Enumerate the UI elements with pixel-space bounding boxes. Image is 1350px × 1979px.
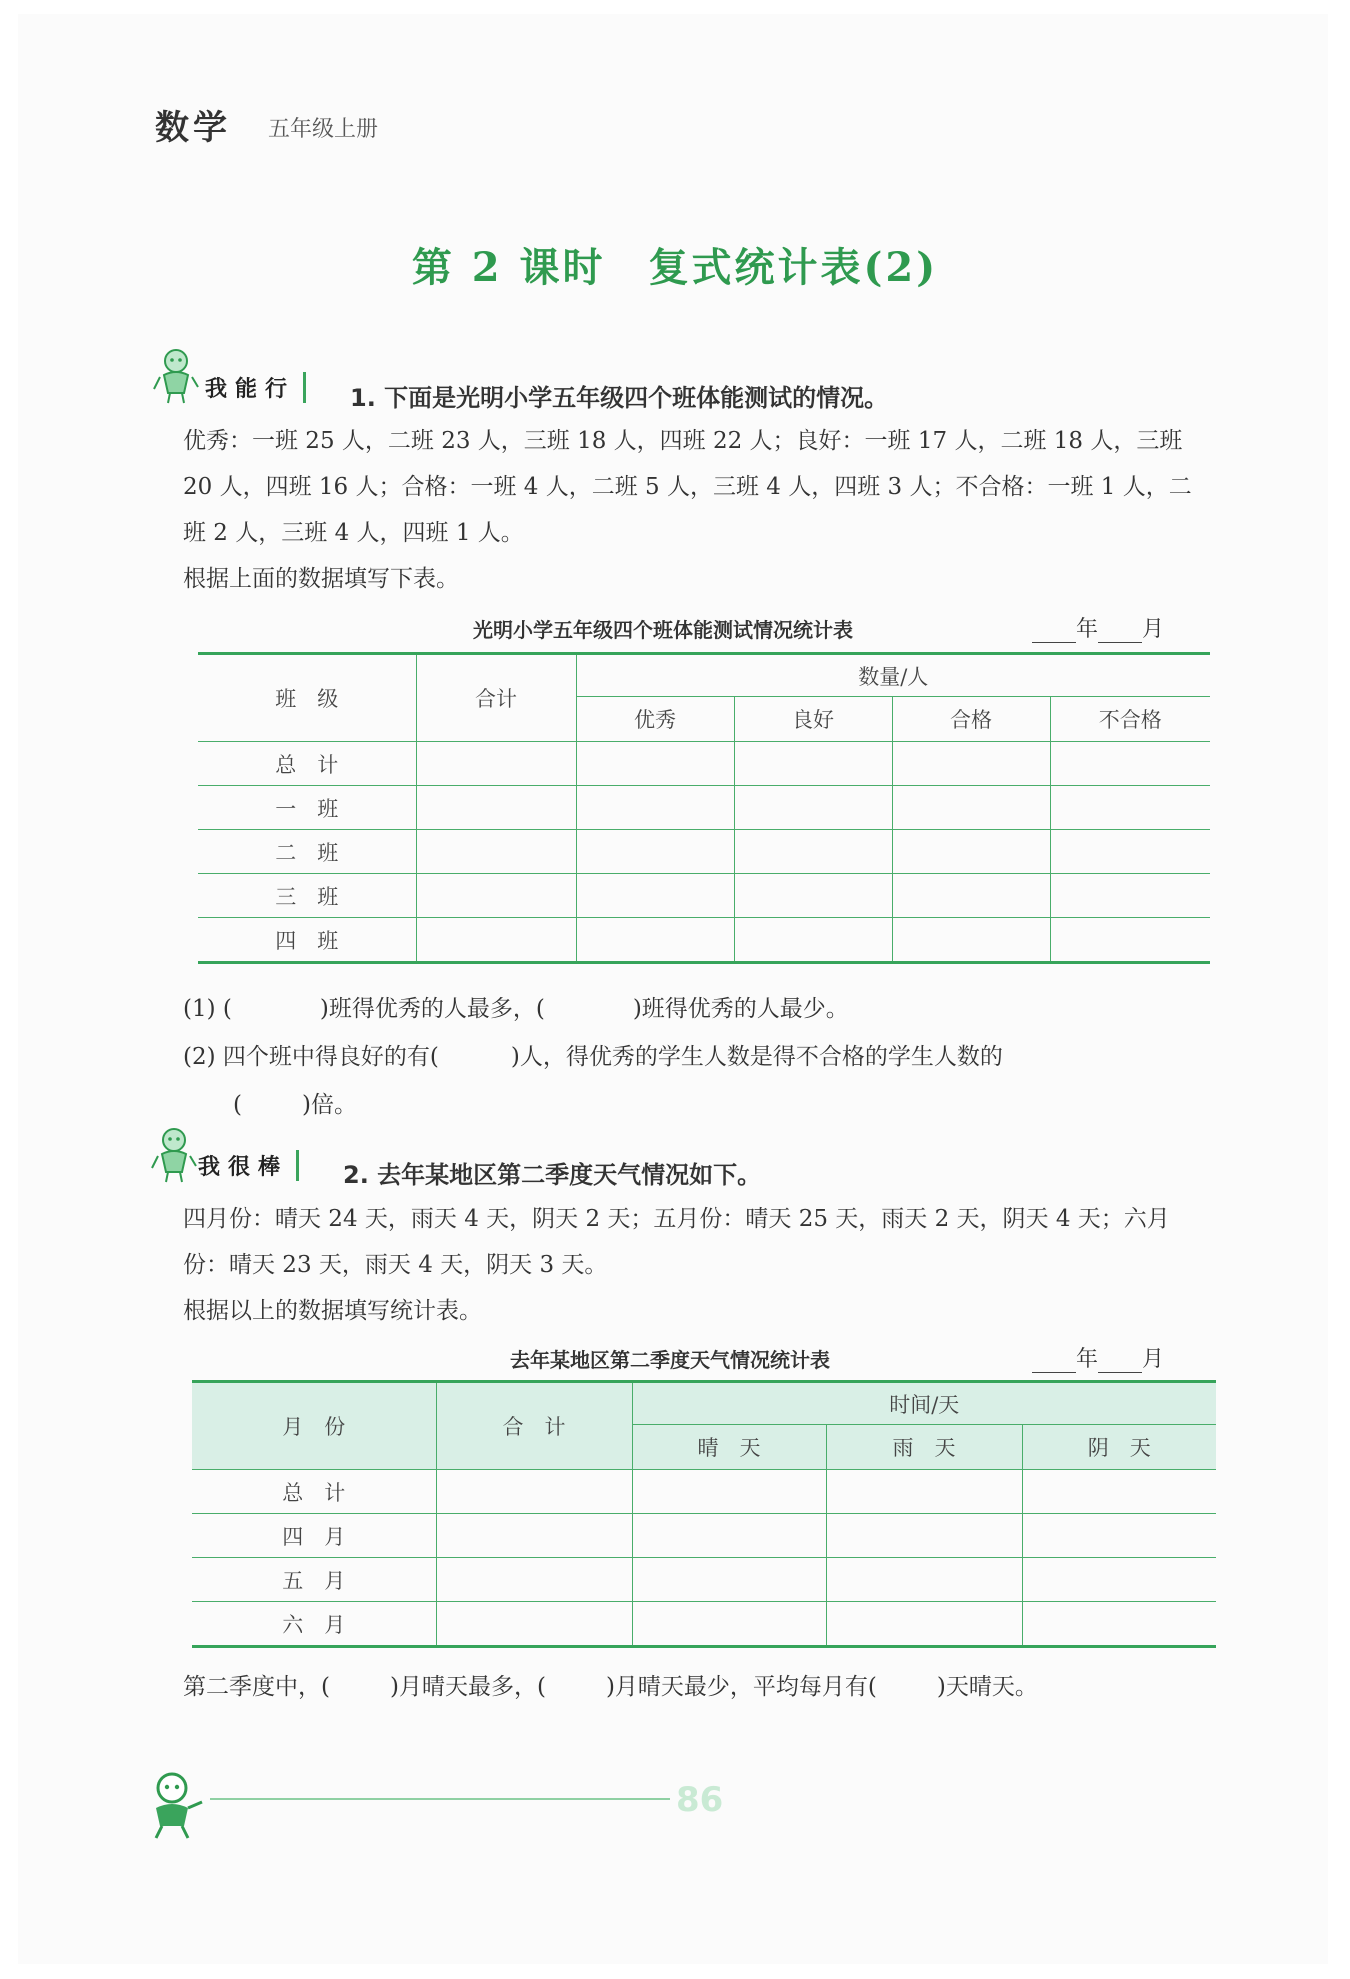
table-1-date xyxy=(1032,612,1164,643)
year-label: 年 xyxy=(1076,1347,1099,1372)
question-2 xyxy=(343,1155,761,1190)
fill-cell[interactable] xyxy=(416,830,576,874)
fill-part-d: )天晴天。 xyxy=(936,1674,1038,1700)
lesson-title: 第 2 课时 复式统计表(2) xyxy=(411,244,939,291)
fill-cell[interactable] xyxy=(826,1602,1022,1647)
fill-cell[interactable] xyxy=(1050,830,1210,874)
sq2-part-c: ( xyxy=(233,1092,242,1118)
fill-in-sentence xyxy=(183,1664,1233,1710)
fill-cell[interactable] xyxy=(1050,874,1210,918)
fill-part-a: 第二季度中，( xyxy=(183,1674,330,1700)
header-excellent: 优秀 xyxy=(576,697,734,742)
question-1 xyxy=(350,378,888,413)
table-2-date xyxy=(1032,1342,1164,1373)
row-label-may: 五 月 xyxy=(192,1558,436,1602)
row-label-class-4: 四 班 xyxy=(198,918,416,963)
mascot-icon xyxy=(148,1124,200,1184)
row-label-class-3: 三 班 xyxy=(198,874,416,918)
header-fail: 不合格 xyxy=(1050,697,1210,742)
fill-cell[interactable] xyxy=(436,1470,632,1514)
footer-rule xyxy=(210,1798,670,1800)
fill-cell[interactable] xyxy=(892,830,1050,874)
fill-cell[interactable] xyxy=(436,1514,632,1558)
header-total: 合计 xyxy=(416,654,576,742)
header-cloudy: 阴 天 xyxy=(1022,1425,1216,1470)
fill-cell[interactable] xyxy=(416,786,576,830)
q1-line-3: 班 2 人，三班 4 人，四班 1 人。 xyxy=(183,520,524,546)
table-1 xyxy=(198,652,1210,964)
fill-cell[interactable] xyxy=(632,1558,826,1602)
fill-cell[interactable] xyxy=(1022,1602,1216,1647)
fill-cell[interactable] xyxy=(632,1514,826,1558)
fill-cell[interactable] xyxy=(892,742,1050,786)
table-2-caption: 去年某地区第二季度天气情况统计表 xyxy=(510,1348,830,1372)
row-label-april: 四 月 xyxy=(192,1514,436,1558)
fill-part-c: )月晴天最少，平均每月有( xyxy=(605,1674,877,1700)
question-1-text: 1. 下面是光明小学五年级四个班体能测试的情况。 xyxy=(350,384,889,412)
row-label-total: 总 计 xyxy=(198,742,416,786)
q1-line-2: 20 人，四班 16 人；合格：一班 4 人，二班 5 人，三班 4 人，四班 3 人；不合格：一班 1 人，二 xyxy=(183,474,1192,500)
question-2-text: 2. 去年某地区第二季度天气情况如下。 xyxy=(343,1161,762,1189)
sub-question-2-cont xyxy=(233,1082,1283,1128)
header-class: 班 级 xyxy=(198,654,416,742)
header-rainy: 雨 天 xyxy=(826,1425,1022,1470)
header-quantity: 数量/人 xyxy=(576,654,1210,697)
header-pass: 合格 xyxy=(892,697,1050,742)
footer-mascot-icon xyxy=(142,1768,208,1840)
fill-cell[interactable] xyxy=(576,742,734,786)
table-row xyxy=(198,918,1210,963)
header-sunny: 晴 天 xyxy=(632,1425,826,1470)
header-grade: 五年级上册 xyxy=(268,117,379,142)
fill-cell[interactable] xyxy=(436,1558,632,1602)
year-blank[interactable] xyxy=(1032,1354,1076,1373)
fill-cell[interactable] xyxy=(1022,1558,1216,1602)
fill-cell[interactable] xyxy=(632,1470,826,1514)
month-blank[interactable] xyxy=(1098,624,1142,643)
fill-cell[interactable] xyxy=(892,786,1050,830)
table-row xyxy=(192,1558,1216,1602)
badge-wo-hen-bang: 我很棒 xyxy=(198,1150,299,1181)
table-row xyxy=(192,1470,1216,1514)
fill-cell[interactable] xyxy=(416,742,576,786)
fill-cell[interactable] xyxy=(826,1470,1022,1514)
q2-line-3: 根据以上的数据填写统计表。 xyxy=(183,1298,482,1324)
fill-cell[interactable] xyxy=(1050,918,1210,963)
month-blank[interactable] xyxy=(1098,1354,1142,1373)
month-label: 月 xyxy=(1142,617,1165,642)
table-row xyxy=(198,786,1210,830)
table-row xyxy=(192,1602,1216,1647)
sub-question-1 xyxy=(183,986,1233,1032)
fill-cell[interactable] xyxy=(734,874,892,918)
header-time: 时间/天 xyxy=(632,1382,1216,1425)
fill-cell[interactable] xyxy=(416,918,576,963)
header-subject: 数学 xyxy=(155,108,231,148)
table-row xyxy=(192,1514,1216,1558)
fill-cell[interactable] xyxy=(1050,742,1210,786)
fill-cell[interactable] xyxy=(576,786,734,830)
fill-cell[interactable] xyxy=(576,830,734,874)
fill-cell[interactable] xyxy=(892,918,1050,963)
sq2-part-a: (2) 四个班中得良好的有( xyxy=(183,1044,439,1070)
fill-cell[interactable] xyxy=(1022,1470,1216,1514)
fill-cell[interactable] xyxy=(734,786,892,830)
table-row xyxy=(198,742,1210,786)
sub-question-2 xyxy=(183,1034,1233,1080)
fill-cell[interactable] xyxy=(734,918,892,963)
fill-cell[interactable] xyxy=(892,874,1050,918)
table-row xyxy=(198,830,1210,874)
badge-wo-neng-xing: 我能行 xyxy=(205,372,306,403)
fill-cell[interactable] xyxy=(826,1558,1022,1602)
year-blank[interactable] xyxy=(1032,624,1076,643)
row-label-total: 总 计 xyxy=(192,1470,436,1514)
mascot-icon xyxy=(150,345,202,405)
header-good: 良好 xyxy=(734,697,892,742)
fill-cell[interactable] xyxy=(1050,786,1210,830)
table-2 xyxy=(192,1380,1216,1648)
page-number: 86 xyxy=(676,1780,724,1820)
question-1-body xyxy=(183,418,1233,602)
fill-cell[interactable] xyxy=(416,874,576,918)
fill-cell[interactable] xyxy=(1022,1514,1216,1558)
fill-cell[interactable] xyxy=(734,830,892,874)
fill-cell[interactable] xyxy=(436,1602,632,1647)
table-1-caption: 光明小学五年级四个班体能测试情况统计表 xyxy=(473,618,853,642)
question-2-body xyxy=(183,1196,1233,1334)
row-label-class-2: 二 班 xyxy=(198,830,416,874)
row-label-class-1: 一 班 xyxy=(198,786,416,830)
table-row xyxy=(198,874,1210,918)
fill-cell[interactable] xyxy=(826,1514,1022,1558)
header-month: 月 份 xyxy=(192,1382,436,1470)
q2-line-1: 四月份：晴天 24 天，雨天 4 天，阴天 2 天；五月份：晴天 25 天，雨天 2 天，阴天 4 天；六月 xyxy=(183,1206,1170,1232)
year-label: 年 xyxy=(1076,617,1099,642)
sq1-part-b: )班得优秀的人最多，( xyxy=(319,996,545,1022)
fill-part-b: )月晴天最多，( xyxy=(389,1674,546,1700)
q1-line-4: 根据上面的数据填写下表。 xyxy=(183,566,459,592)
fill-cell[interactable] xyxy=(576,874,734,918)
fill-cell[interactable] xyxy=(734,742,892,786)
sq2-part-d: )倍。 xyxy=(301,1092,357,1118)
q2-line-2: 份：晴天 23 天，雨天 4 天，阴天 3 天。 xyxy=(183,1252,608,1278)
sq2-part-b: )人，得优秀的学生人数是得不合格的学生人数的 xyxy=(510,1044,1003,1070)
row-label-june: 六 月 xyxy=(192,1602,436,1647)
fill-cell[interactable] xyxy=(576,918,734,963)
fill-cell[interactable] xyxy=(632,1602,826,1647)
header-total: 合 计 xyxy=(436,1382,632,1470)
q1-line-1: 优秀：一班 25 人，二班 23 人，三班 18 人，四班 22 人；良好：一班 17 人，二班 18 人，三班 xyxy=(183,428,1183,454)
sq1-part-c: )班得优秀的人最少。 xyxy=(632,996,849,1022)
sq1-part-a: (1) ( xyxy=(183,996,232,1022)
month-label: 月 xyxy=(1142,1347,1165,1372)
